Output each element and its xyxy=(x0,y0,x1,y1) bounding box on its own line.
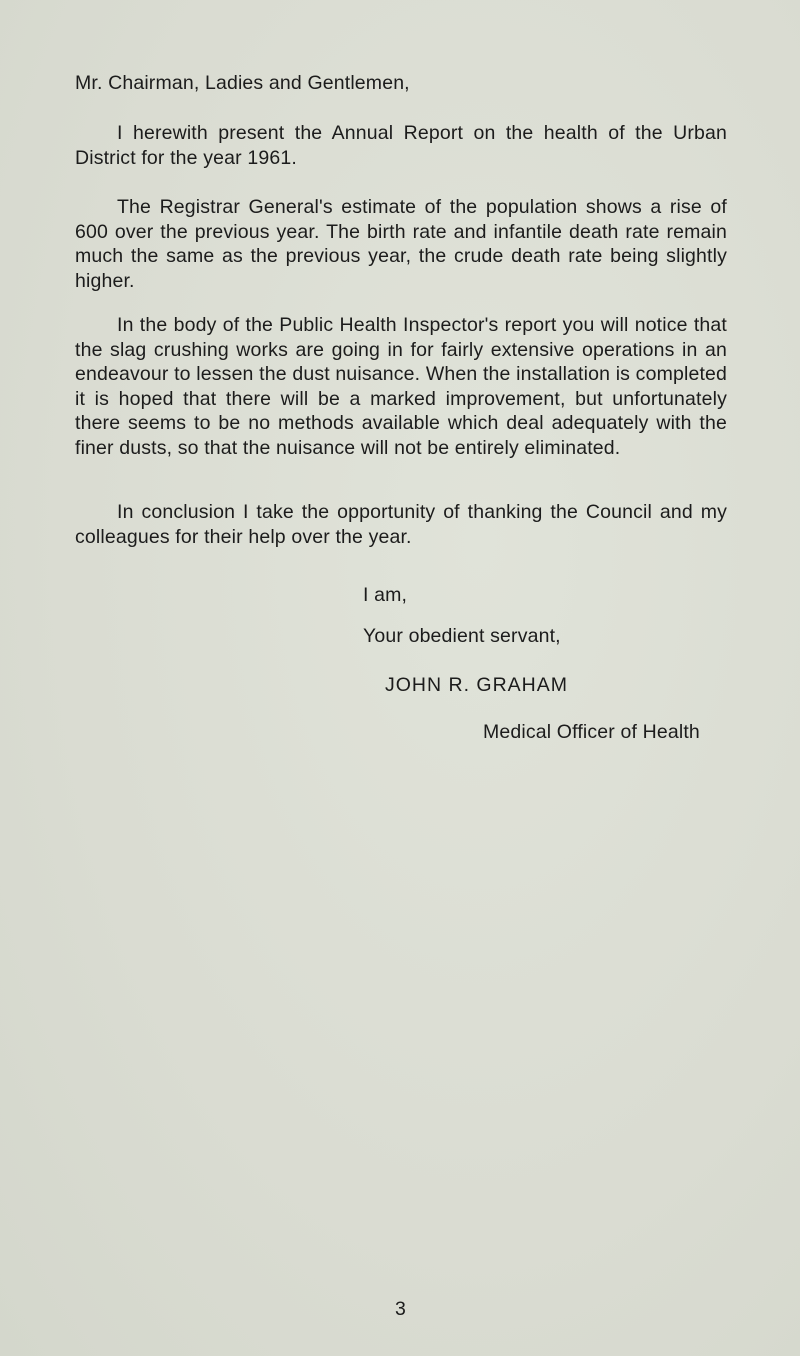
salutation: Mr. Chairman, Ladies and Gentlemen, xyxy=(75,72,410,94)
closing-servant: Your obedient servant, xyxy=(363,625,561,647)
signatory-name: JOHN R. GRAHAM xyxy=(385,674,569,696)
signatory-title: Medical Officer of Health xyxy=(483,721,700,743)
paragraph-2: The Registrar General's estimate of the population shows a rise of 600 over the previous year. The birth rate and infantile death rate remain much the same as the previous year, the crude death rate being slightly higher. xyxy=(75,196,727,292)
paragraph-1: I herewith present the Annual Report on the health of the Urban District for the year 1961. xyxy=(75,122,727,169)
paragraph-3: In the body of the Public Health Inspector's report you will notice that the slag crushing works are going in for fairly extensive operations in an endeavour to lessen the dust nuisance. When the installation is completed it is hoped that there will be a marked improvement, but unfortunately there seems to be no methods available which deal adequately with the finer dusts, so that the nuisance will not be entirely eliminated. xyxy=(75,314,727,459)
show-through-text xyxy=(420,10,429,41)
page-number: 3 xyxy=(395,1298,406,1320)
paragraph-4: In conclusion I take the opportunity of thanking the Council and my colleagues for their help over the year. xyxy=(75,501,727,548)
closing-i-am: I am, xyxy=(363,584,408,606)
